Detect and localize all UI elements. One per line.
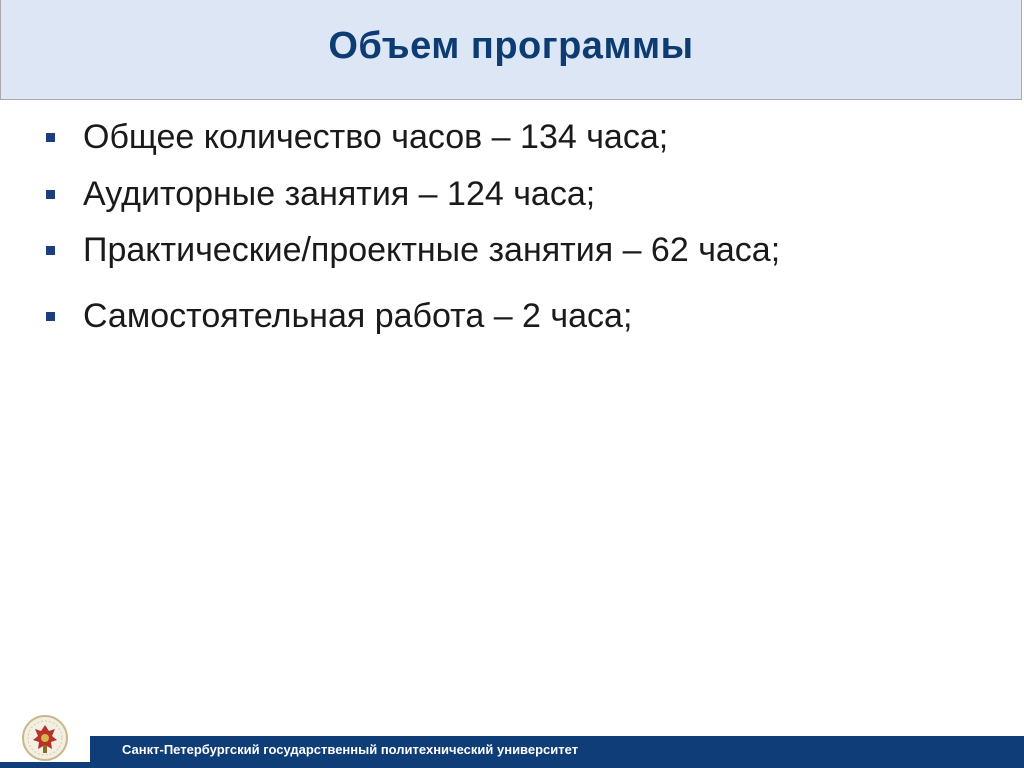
list-item: [46, 297, 632, 336]
list-item: [46, 231, 780, 270]
bullet-marker: [46, 246, 55, 255]
footer-org-name: Санкт-Петербургский государственный политехнический университет: [122, 742, 579, 757]
bullet-marker: [46, 190, 55, 199]
bullet-text: Общее количество часов – 134 часа;: [83, 118, 669, 156]
university-emblem-icon: [21, 714, 69, 762]
slide-title: Объем программы: [328, 25, 694, 67]
bullet-text: Практические/проектные занятия – 62 часа;: [83, 231, 781, 269]
bullet-marker: [46, 133, 55, 142]
logo: [0, 713, 90, 762]
bullet-text: Самостоятельная работа – 2 часа;: [83, 297, 633, 335]
bullet-marker: [46, 312, 55, 321]
list-item: [46, 175, 595, 214]
bullet-text: Аудиторные занятия – 124 часа;: [83, 175, 596, 213]
list-item: [46, 118, 668, 157]
